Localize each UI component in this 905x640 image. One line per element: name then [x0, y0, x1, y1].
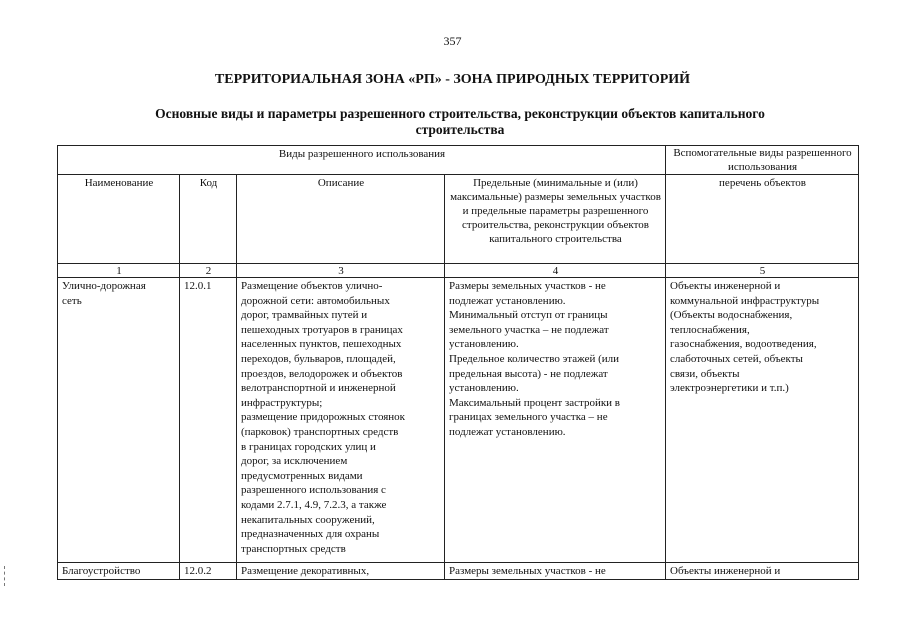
- column-number: 3: [237, 264, 445, 278]
- text-line: Размещение декоративных,: [241, 565, 370, 577]
- text-line: Благоустройство: [62, 565, 141, 577]
- text-line: установлению.: [449, 338, 519, 351]
- text-line: дорожной сети: автомобильных: [241, 294, 390, 307]
- text-line: размещение придорожных стоянок: [241, 411, 406, 424]
- text-line: Размеры земельных участков - не: [449, 565, 606, 577]
- section-title: Основные виды и параметры разрешенного строительства, реконструкции объектов капитального строительства: [155, 106, 765, 137]
- text-line: Максимальный процент застройки в: [449, 396, 620, 409]
- column-number: 5: [666, 264, 859, 278]
- text-line: газоснабжения, водоотведения,: [670, 338, 817, 351]
- column-number: 1: [58, 264, 180, 278]
- text-line: кодами 2.7.1, 4.9, 7.2.3, а также: [241, 498, 387, 511]
- text-line: слаботочных сетей, объекты: [670, 352, 803, 365]
- text-line: предельная высота) - не подлежат: [449, 367, 608, 380]
- text-line: дорог, трамвайных путей и: [241, 309, 368, 322]
- text-line: коммунальной инфраструктуры: [670, 294, 820, 307]
- regulations-table: [57, 145, 859, 580]
- text-line: электроэнергетики и т.п.): [670, 382, 789, 395]
- row-description: [237, 563, 445, 580]
- text-line: проездов, велодорожек и объектов: [241, 367, 403, 380]
- page-number: 357: [443, 34, 462, 48]
- scan-margin-marks: [4, 566, 8, 586]
- text-line: предназначенных для охраны: [241, 528, 380, 541]
- text-line: связи, объекты: [670, 367, 740, 380]
- text-line: (парковок) транспортных средств: [241, 425, 399, 438]
- column-number: 4: [445, 264, 666, 278]
- text-line: транспортных средств: [241, 542, 346, 555]
- text-line: (Объекты водоснабжения,: [670, 309, 793, 322]
- header-name: Наименование: [58, 175, 180, 264]
- text-line: инфраструктуры;: [241, 396, 323, 409]
- text-line: теплоснабжения,: [670, 323, 750, 336]
- row-limits: [445, 563, 666, 580]
- text-line: подлежат установлению.: [449, 294, 566, 307]
- group-main-header: Виды разрешенного использования: [58, 146, 666, 175]
- row-name: [58, 563, 180, 580]
- row-name: [58, 278, 180, 563]
- row-aux: [666, 278, 859, 563]
- text-line: Минимальный отступ от границы: [449, 309, 608, 322]
- group-header-row: [58, 146, 859, 175]
- column-header-row: [58, 175, 859, 264]
- header-code: Код: [180, 175, 237, 264]
- header-limits: Предельные (минимальные и (или) максимальные) размеры земельных участков и предельные параметры разрешенного строительства, реконструкции объектов капитального строительства: [445, 175, 666, 264]
- text-line: Объекты инженерной и: [670, 565, 781, 577]
- text-line: населенных пунктов, пешеходных: [241, 338, 402, 351]
- zone-title: ТЕРРИТОРИАЛЬНАЯ ЗОНА «РП» - ЗОНА ПРИРОДНЫХ ТЕРРИТОРИЙ: [214, 72, 691, 87]
- column-number: 2: [180, 264, 237, 278]
- text-line: разрешенного использования с: [241, 484, 386, 497]
- text-line: переходов, бульваров, площадей,: [241, 352, 396, 365]
- text-line: подлежат установлению.: [449, 425, 566, 438]
- text-line: предусмотренных видами: [241, 469, 363, 482]
- text-line: Размеры земельных участков - не: [449, 280, 606, 292]
- text-line: некапитальных сооружений,: [241, 513, 375, 526]
- header-description: Описание: [237, 175, 445, 264]
- header-aux-list: перечень объектов: [666, 175, 859, 264]
- table-row: [58, 563, 859, 580]
- table-row: [58, 278, 859, 563]
- row-description: [237, 278, 445, 563]
- text-line: Объекты инженерной и: [670, 280, 781, 292]
- text-line: Улично-дорожная: [62, 280, 146, 292]
- text-line: пешеходных тротуаров в границах: [241, 323, 403, 336]
- group-aux-header: Вспомогательные виды разрешенного использования: [666, 146, 859, 175]
- text-line: дорог, за исключением: [241, 455, 348, 468]
- row-limits: [445, 278, 666, 563]
- text-line: велотранспортной и инженерной: [241, 382, 396, 395]
- text-line: границах земельного участка – не: [449, 411, 608, 424]
- row-aux: [666, 563, 859, 580]
- column-number-row: [58, 264, 859, 278]
- row-code: 12.0.1: [180, 278, 237, 563]
- text-line: установлению.: [449, 382, 519, 395]
- text-line: земельного участка – не подлежат: [449, 323, 609, 336]
- text-line: Размещение объектов улично-: [241, 280, 383, 292]
- row-code: 12.0.2: [180, 563, 237, 580]
- text-line: в границах городских улиц и: [241, 440, 376, 453]
- text-line: сеть: [62, 294, 82, 307]
- text-line: Предельное количество этажей (или: [449, 352, 620, 365]
